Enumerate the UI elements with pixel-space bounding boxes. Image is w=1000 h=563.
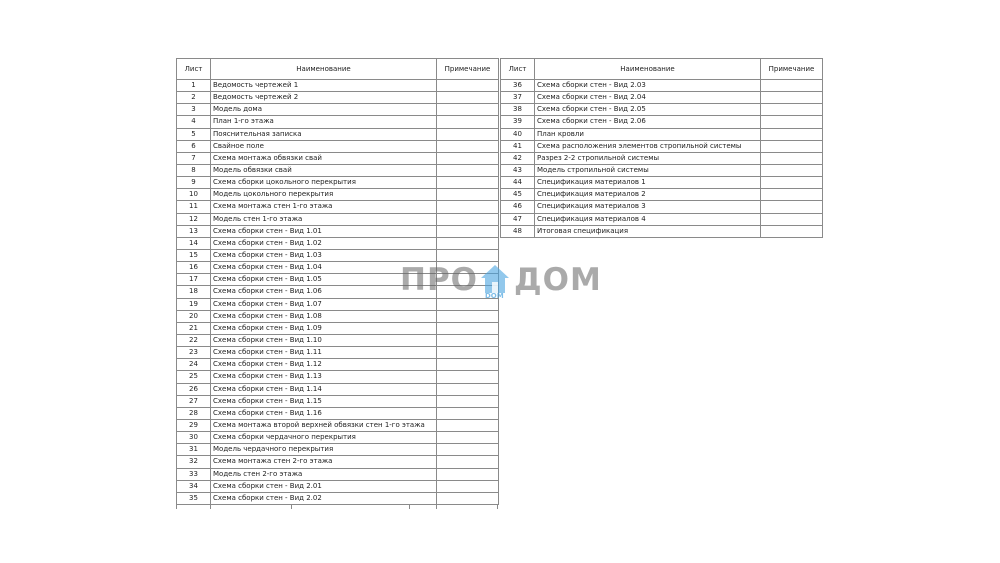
sheet-note-cell [761,140,823,152]
sheet-note-cell [761,164,823,176]
header-sheet: Лист [177,59,211,80]
sheet-number-cell: 20 [177,310,211,322]
header-note: Примечание [761,59,823,80]
sheet-name-cell: Схема расположения элементов стропильной системы [535,140,761,152]
sheet-name-cell: Схема сборки стен - Вид 1.10 [211,334,437,346]
table-row [177,322,499,334]
sheet-note-cell [437,237,499,249]
sheet-name-cell: Схема сборки стен - Вид 2.04 [535,92,761,104]
sheet-number-cell: 36 [501,80,535,92]
sheet-name-cell: Схема сборки стен - Вид 1.16 [211,407,437,419]
sheet-name-cell: Схема монтажа стен 1-го этажа [211,201,437,213]
table-continuation-line [291,505,292,509]
sheet-note-cell [761,80,823,92]
sheet-note-cell [437,189,499,201]
sheet-number-cell: 42 [501,152,535,164]
table-row [501,164,823,176]
table-row [501,177,823,189]
table-row [177,213,499,225]
sheet-number-cell: 47 [501,213,535,225]
sheet-number-cell: 7 [177,152,211,164]
sheet-number-cell: 25 [177,371,211,383]
sheet-note-cell [437,432,499,444]
sheet-name-cell: Схема сборки стен - Вид 1.03 [211,249,437,261]
sheet-number-cell: 31 [177,444,211,456]
table-row [177,456,499,468]
header-name: Наименование [211,59,437,80]
sheet-name-cell: Схема сборки чердачного перекрытия [211,432,437,444]
table-row [501,116,823,128]
sheet-name-cell: Модель стен 1-го этажа [211,213,437,225]
table-continuation-line [176,505,177,509]
sheet-name-cell: Схема сборки стен - Вид 2.03 [535,80,761,92]
sheet-name-cell: Схема сборки стен - Вид 1.13 [211,371,437,383]
sheet-number-cell: 4 [177,116,211,128]
sheet-number-cell: 18 [177,286,211,298]
table-row [177,371,499,383]
sheet-number-cell: 41 [501,140,535,152]
sheet-note-cell [437,334,499,346]
watermark-logo [400,262,600,302]
sheet-note-cell [437,480,499,492]
sheet-number-cell: 35 [177,492,211,504]
sheet-number-cell: 8 [177,164,211,176]
drawings-table-right [500,58,823,238]
sheet-number-cell: 43 [501,164,535,176]
sheet-name-cell: План кровли [535,128,761,140]
sheet-name-cell: Схема сборки стен - Вид 2.06 [535,116,761,128]
sheet-number-cell: 39 [501,116,535,128]
sheet-number-cell: 40 [501,128,535,140]
sheet-number-cell: 1 [177,80,211,92]
sheet-note-cell [437,201,499,213]
table-row [501,80,823,92]
sheet-number-cell: 28 [177,407,211,419]
sheet-note-cell [437,116,499,128]
table-continuation-line [409,505,410,509]
sheet-note-cell [761,152,823,164]
sheet-number-cell: 44 [501,177,535,189]
table-row [177,177,499,189]
sheet-note-cell [761,116,823,128]
table-row [177,468,499,480]
table-row [177,395,499,407]
sheet-number-cell: 27 [177,395,211,407]
table-row [501,225,823,237]
table-header-row [501,59,823,80]
sheet-number-cell: 46 [501,201,535,213]
sheet-note-cell [437,444,499,456]
sheet-number-cell: 48 [501,225,535,237]
sheet-name-cell: Итоговая спецификация [535,225,761,237]
sheet-note-cell [437,225,499,237]
table-row [177,164,499,176]
sheet-name-cell: Схема сборки стен - Вид 1.14 [211,383,437,395]
sheet-name-cell: Спецификация материалов 4 [535,213,761,225]
table-row [177,407,499,419]
table-continuation-line [436,505,437,509]
sheet-number-cell: 23 [177,347,211,359]
table-row [177,152,499,164]
table-row [177,480,499,492]
sheet-number-cell: 6 [177,140,211,152]
sheet-number-cell: 19 [177,298,211,310]
sheet-note-cell [437,371,499,383]
table-row [501,201,823,213]
sheet-note-cell [761,128,823,140]
table-row [177,237,499,249]
sheet-number-cell: 26 [177,383,211,395]
sheet-note-cell [437,407,499,419]
sheet-number-cell: 37 [501,92,535,104]
sheet-name-cell: Спецификация материалов 1 [535,177,761,189]
sheet-name-cell: Схема сборки стен - Вид 1.15 [211,395,437,407]
sheet-note-cell [437,468,499,480]
sheet-number-cell: 17 [177,274,211,286]
sheet-name-cell: Модель дома [211,104,437,116]
sheet-number-cell: 34 [177,480,211,492]
sheet-name-cell: Ведомость чертежей 2 [211,92,437,104]
table-row [501,104,823,116]
table-row [501,140,823,152]
sheet-name-cell: Схема сборки стен - Вид 2.01 [211,480,437,492]
sheet-name-cell: Схема сборки стен - Вид 2.02 [211,492,437,504]
sheet-name-cell: Модель цокольного перекрытия [211,189,437,201]
sheet-note-cell [761,104,823,116]
table-row [177,104,499,116]
table-row [177,140,499,152]
table-continuation-line [497,505,498,509]
sheet-number-cell: 21 [177,322,211,334]
sheet-note-cell [437,359,499,371]
sheet-name-cell: Схема сборки стен - Вид 1.12 [211,359,437,371]
sheet-name-cell: Схема сборки цокольного перекрытия [211,177,437,189]
table-row [177,225,499,237]
sheet-name-cell: Свайное поле [211,140,437,152]
sheet-note-cell [437,249,499,261]
sheet-name-cell: Схема сборки стен - Вид 1.01 [211,225,437,237]
table-row [177,432,499,444]
sheet-note-cell [437,128,499,140]
header-note: Примечание [437,59,499,80]
sheet-number-cell: 13 [177,225,211,237]
sheet-note-cell [437,104,499,116]
sheet-name-cell: Ведомость чертежей 1 [211,80,437,92]
sheet-note-cell [761,177,823,189]
sheet-name-cell: Схема сборки стен - Вид 1.02 [211,237,437,249]
header-name: Наименование [535,59,761,80]
sheet-number-cell: 11 [177,201,211,213]
sheet-number-cell: 32 [177,456,211,468]
watermark-text-left: ПРО [400,262,479,298]
table-row [177,92,499,104]
sheet-number-cell: 10 [177,189,211,201]
table-row [177,189,499,201]
table-row [177,334,499,346]
sheet-number-cell: 14 [177,237,211,249]
sheet-name-cell: План 1-го этажа [211,116,437,128]
table-row [177,80,499,92]
sheet-name-cell: Схема сборки стен - Вид 1.09 [211,322,437,334]
sheet-name-cell: Схема монтажа обвязки свай [211,152,437,164]
sheet-name-cell: Схема сборки стен - Вид 1.07 [211,298,437,310]
sheet-number-cell: 2 [177,92,211,104]
table-row [177,249,499,261]
sheet-note-cell [761,225,823,237]
sheet-name-cell: Схема монтажа второй верхней обвязки стен 1-го этажа [211,419,437,431]
sheet-note-cell [437,80,499,92]
table-row [177,347,499,359]
sheet-note-cell [437,164,499,176]
sheet-name-cell: Спецификация материалов 3 [535,201,761,213]
sheet-name-cell: Пояснительная записка [211,128,437,140]
sheet-number-cell: 30 [177,432,211,444]
sheet-note-cell [761,201,823,213]
sheet-note-cell [761,92,823,104]
sheet-name-cell: Разрез 2-2 стропильной системы [535,152,761,164]
sheet-note-cell [437,213,499,225]
sheet-number-cell: 3 [177,104,211,116]
sheet-note-cell [437,310,499,322]
sheet-note-cell [437,395,499,407]
table-row [177,383,499,395]
table-continuation-line [210,505,211,509]
sheet-note-cell [437,177,499,189]
sheet-name-cell: Модель чердачного перекрытия [211,444,437,456]
table-row [177,201,499,213]
table-row [177,310,499,322]
sheet-number-cell: 22 [177,334,211,346]
sheet-note-cell [437,92,499,104]
table-header-row [177,59,499,80]
table-row [501,128,823,140]
sheet-number-cell: 33 [177,468,211,480]
sheet-note-cell [761,213,823,225]
watermark-subtext: DOM [485,292,504,300]
sheet-note-cell [437,456,499,468]
sheet-name-cell: Схема сборки стен - Вид 2.05 [535,104,761,116]
sheet-number-cell: 12 [177,213,211,225]
table-row [177,444,499,456]
sheet-note-cell [437,492,499,504]
sheet-name-cell: Модель стропильной системы [535,164,761,176]
sheet-note-cell [437,419,499,431]
sheet-number-cell: 38 [501,104,535,116]
header-sheet: Лист [501,59,535,80]
table-row [501,213,823,225]
sheet-number-cell: 45 [501,189,535,201]
sheet-name-cell: Схема сборки стен - Вид 1.04 [211,262,437,274]
sheet-number-cell: 16 [177,262,211,274]
table-row [177,419,499,431]
table-body-right [501,80,823,238]
sheet-note-cell [437,140,499,152]
sheet-name-cell: Схема монтажа стен 2-го этажа [211,456,437,468]
sheet-number-cell: 29 [177,419,211,431]
table-row [177,116,499,128]
sheet-name-cell: Спецификация материалов 2 [535,189,761,201]
table-row [501,92,823,104]
sheet-name-cell: Схема сборки стен - Вид 1.05 [211,274,437,286]
table-row [501,152,823,164]
sheet-note-cell [761,189,823,201]
sheet-name-cell: Модель обвязки свай [211,164,437,176]
sheet-name-cell: Схема сборки стен - Вид 1.08 [211,310,437,322]
watermark-text-right: ДОМ [514,262,602,298]
sheet-name-cell: Схема сборки стен - Вид 1.06 [211,286,437,298]
sheet-note-cell [437,347,499,359]
table-row [501,189,823,201]
sheet-number-cell: 5 [177,128,211,140]
sheet-name-cell: Модель стен 2-го этажа [211,468,437,480]
sheet-note-cell [437,152,499,164]
sheet-number-cell: 24 [177,359,211,371]
sheet-number-cell: 9 [177,177,211,189]
sheet-number-cell: 15 [177,249,211,261]
table-row [177,128,499,140]
house-icon [478,262,512,296]
sheet-name-cell: Схема сборки стен - Вид 1.11 [211,347,437,359]
sheet-note-cell [437,383,499,395]
table-row [177,359,499,371]
table-row [177,492,499,504]
sheet-note-cell [437,322,499,334]
